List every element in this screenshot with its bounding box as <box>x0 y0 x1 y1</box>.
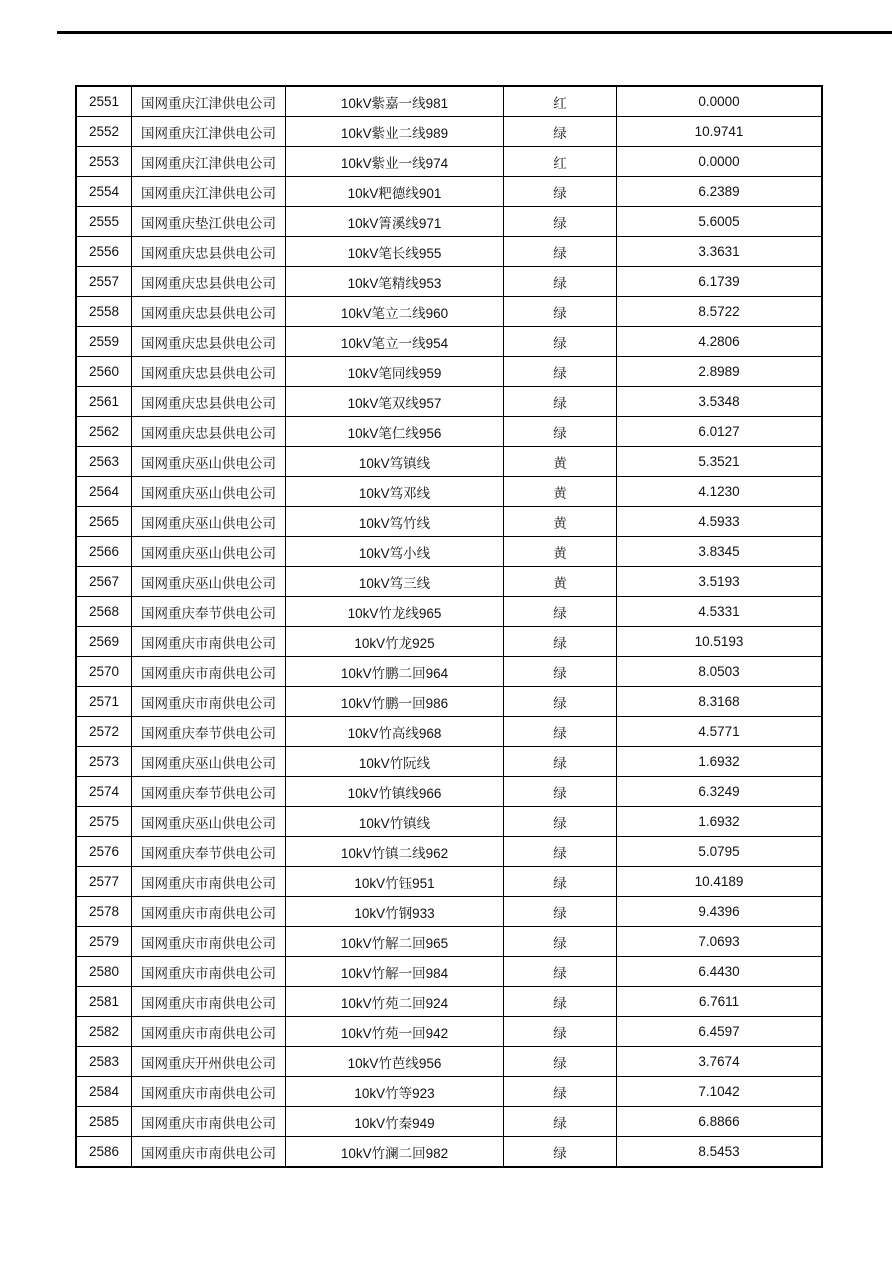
company-cell: 国网重庆垫江供电公司 <box>132 207 286 237</box>
company-cell: 国网重庆江津供电公司 <box>132 86 286 117</box>
value-cell: 0.0000 <box>617 147 823 177</box>
company-cell: 国网重庆忠县供电公司 <box>132 297 286 327</box>
status-cell: 绿 <box>504 657 617 687</box>
table-row <box>76 627 822 657</box>
company-cell: 国网重庆市南供电公司 <box>132 1137 286 1168</box>
status-cell: 绿 <box>504 627 617 657</box>
row-id-cell: 2571 <box>76 687 132 717</box>
row-id-cell: 2581 <box>76 987 132 1017</box>
status-cell: 黄 <box>504 507 617 537</box>
row-id-cell: 2585 <box>76 1107 132 1137</box>
row-id-cell: 2580 <box>76 957 132 987</box>
company-cell: 国网重庆市南供电公司 <box>132 657 286 687</box>
row-id-cell: 2566 <box>76 537 132 567</box>
table-row <box>76 567 822 597</box>
status-cell: 绿 <box>504 417 617 447</box>
row-id-cell: 2573 <box>76 747 132 777</box>
status-cell: 绿 <box>504 837 617 867</box>
line-name-cell: 10kV竹芭线956 <box>286 1047 504 1077</box>
table-row <box>76 687 822 717</box>
line-name-cell: 10kV笔精线953 <box>286 267 504 297</box>
value-cell: 4.5933 <box>617 507 823 537</box>
line-name-cell: 10kV竹等923 <box>286 1077 504 1107</box>
value-cell: 6.4430 <box>617 957 823 987</box>
table-row <box>76 897 822 927</box>
status-cell: 黄 <box>504 567 617 597</box>
status-cell: 绿 <box>504 1137 617 1168</box>
line-name-cell: 10kV紫业一线974 <box>286 147 504 177</box>
status-cell: 绿 <box>504 717 617 747</box>
line-name-cell: 10kV笃小线 <box>286 537 504 567</box>
row-id-cell: 2556 <box>76 237 132 267</box>
table-row <box>76 1017 822 1047</box>
company-cell: 国网重庆忠县供电公司 <box>132 357 286 387</box>
line-name-cell: 10kV粑德线901 <box>286 177 504 207</box>
company-cell: 国网重庆市南供电公司 <box>132 867 286 897</box>
value-cell: 6.0127 <box>617 417 823 447</box>
value-cell: 0.0000 <box>617 86 823 117</box>
row-id-cell: 2553 <box>76 147 132 177</box>
row-id-cell: 2559 <box>76 327 132 357</box>
table-row <box>76 657 822 687</box>
value-cell: 9.4396 <box>617 897 823 927</box>
power-line-table <box>75 85 823 1168</box>
line-name-cell: 10kV紫嘉一线981 <box>286 86 504 117</box>
table-row <box>76 147 822 177</box>
status-cell: 绿 <box>504 1047 617 1077</box>
value-cell: 6.3249 <box>617 777 823 807</box>
value-cell: 3.8345 <box>617 537 823 567</box>
company-cell: 国网重庆忠县供电公司 <box>132 327 286 357</box>
status-cell: 绿 <box>504 1077 617 1107</box>
row-id-cell: 2579 <box>76 927 132 957</box>
line-name-cell: 10kV笔同线959 <box>286 357 504 387</box>
row-id-cell: 2586 <box>76 1137 132 1168</box>
table-row <box>76 1107 822 1137</box>
value-cell: 1.6932 <box>617 747 823 777</box>
table-row <box>76 387 822 417</box>
row-id-cell: 2582 <box>76 1017 132 1047</box>
value-cell: 3.7674 <box>617 1047 823 1077</box>
status-cell: 绿 <box>504 867 617 897</box>
company-cell: 国网重庆开州供电公司 <box>132 1047 286 1077</box>
top-horizontal-rule <box>57 31 892 34</box>
row-id-cell: 2557 <box>76 267 132 297</box>
table-row <box>76 447 822 477</box>
value-cell: 5.6005 <box>617 207 823 237</box>
line-name-cell: 10kV笔仁线956 <box>286 417 504 447</box>
value-cell: 5.0795 <box>617 837 823 867</box>
company-cell: 国网重庆江津供电公司 <box>132 117 286 147</box>
value-cell: 5.3521 <box>617 447 823 477</box>
row-id-cell: 2560 <box>76 357 132 387</box>
row-id-cell: 2564 <box>76 477 132 507</box>
company-cell: 国网重庆忠县供电公司 <box>132 417 286 447</box>
company-cell: 国网重庆忠县供电公司 <box>132 267 286 297</box>
value-cell: 6.1739 <box>617 267 823 297</box>
company-cell: 国网重庆市南供电公司 <box>132 1107 286 1137</box>
status-cell: 绿 <box>504 957 617 987</box>
status-cell: 绿 <box>504 927 617 957</box>
table-row <box>76 1077 822 1107</box>
value-cell: 7.0693 <box>617 927 823 957</box>
line-name-cell: 10kV竹钰951 <box>286 867 504 897</box>
row-id-cell: 2576 <box>76 837 132 867</box>
line-name-cell: 10kV竹阮线 <box>286 747 504 777</box>
table-row <box>76 747 822 777</box>
row-id-cell: 2555 <box>76 207 132 237</box>
status-cell: 红 <box>504 86 617 117</box>
status-cell: 绿 <box>504 897 617 927</box>
company-cell: 国网重庆奉节供电公司 <box>132 717 286 747</box>
value-cell: 3.5193 <box>617 567 823 597</box>
line-name-cell: 10kV竹澜二回982 <box>286 1137 504 1168</box>
value-cell: 10.5193 <box>617 627 823 657</box>
line-name-cell: 10kV紫业二线989 <box>286 117 504 147</box>
line-name-cell: 10kV竹镇二线962 <box>286 837 504 867</box>
company-cell: 国网重庆巫山供电公司 <box>132 447 286 477</box>
table-row <box>76 86 822 117</box>
status-cell: 绿 <box>504 297 617 327</box>
table-row <box>76 1047 822 1077</box>
line-name-cell: 10kV箐溪线971 <box>286 207 504 237</box>
row-id-cell: 2577 <box>76 867 132 897</box>
value-cell: 2.8989 <box>617 357 823 387</box>
value-cell: 6.2389 <box>617 177 823 207</box>
row-id-cell: 2572 <box>76 717 132 747</box>
power-line-table-body <box>76 86 822 1167</box>
table-row <box>76 777 822 807</box>
status-cell: 绿 <box>504 1017 617 1047</box>
status-cell: 绿 <box>504 687 617 717</box>
status-cell: 绿 <box>504 777 617 807</box>
line-name-cell: 10kV竹龙线965 <box>286 597 504 627</box>
row-id-cell: 2565 <box>76 507 132 537</box>
company-cell: 国网重庆市南供电公司 <box>132 927 286 957</box>
line-name-cell: 10kV笔长线955 <box>286 237 504 267</box>
company-cell: 国网重庆江津供电公司 <box>132 147 286 177</box>
value-cell: 3.3631 <box>617 237 823 267</box>
company-cell: 国网重庆市南供电公司 <box>132 897 286 927</box>
status-cell: 绿 <box>504 267 617 297</box>
line-name-cell: 10kV竹秦949 <box>286 1107 504 1137</box>
value-cell: 8.5453 <box>617 1137 823 1168</box>
row-id-cell: 2570 <box>76 657 132 687</box>
company-cell: 国网重庆市南供电公司 <box>132 987 286 1017</box>
value-cell: 6.4597 <box>617 1017 823 1047</box>
line-name-cell: 10kV竹鹏二回964 <box>286 657 504 687</box>
line-name-cell: 10kV笃镇线 <box>286 447 504 477</box>
line-name-cell: 10kV竹苑一回942 <box>286 1017 504 1047</box>
line-name-cell: 10kV竹高线968 <box>286 717 504 747</box>
table-row <box>76 297 822 327</box>
row-id-cell: 2561 <box>76 387 132 417</box>
row-id-cell: 2568 <box>76 597 132 627</box>
line-name-cell: 10kV笔立一线954 <box>286 327 504 357</box>
row-id-cell: 2551 <box>76 86 132 117</box>
company-cell: 国网重庆江津供电公司 <box>132 177 286 207</box>
table-row <box>76 507 822 537</box>
status-cell: 红 <box>504 147 617 177</box>
table-row <box>76 867 822 897</box>
status-cell: 绿 <box>504 327 617 357</box>
value-cell: 3.5348 <box>617 387 823 417</box>
row-id-cell: 2584 <box>76 1077 132 1107</box>
line-name-cell: 10kV笔立二线960 <box>286 297 504 327</box>
value-cell: 6.7611 <box>617 987 823 1017</box>
row-id-cell: 2575 <box>76 807 132 837</box>
value-cell: 8.3168 <box>617 687 823 717</box>
company-cell: 国网重庆市南供电公司 <box>132 627 286 657</box>
table-row <box>76 237 822 267</box>
line-name-cell: 10kV竹解一回984 <box>286 957 504 987</box>
table-row <box>76 537 822 567</box>
table-row <box>76 597 822 627</box>
table-row <box>76 717 822 747</box>
company-cell: 国网重庆巫山供电公司 <box>132 567 286 597</box>
table-row <box>76 117 822 147</box>
table-row <box>76 417 822 447</box>
row-id-cell: 2569 <box>76 627 132 657</box>
company-cell: 国网重庆忠县供电公司 <box>132 387 286 417</box>
table-row <box>76 267 822 297</box>
status-cell: 绿 <box>504 597 617 627</box>
status-cell: 绿 <box>504 387 617 417</box>
company-cell: 国网重庆市南供电公司 <box>132 687 286 717</box>
company-cell: 国网重庆市南供电公司 <box>132 1017 286 1047</box>
company-cell: 国网重庆市南供电公司 <box>132 1077 286 1107</box>
line-name-cell: 10kV笃三线 <box>286 567 504 597</box>
status-cell: 绿 <box>504 207 617 237</box>
status-cell: 绿 <box>504 1107 617 1137</box>
row-id-cell: 2583 <box>76 1047 132 1077</box>
value-cell: 4.1230 <box>617 477 823 507</box>
status-cell: 绿 <box>504 117 617 147</box>
status-cell: 绿 <box>504 177 617 207</box>
company-cell: 国网重庆奉节供电公司 <box>132 777 286 807</box>
line-name-cell: 10kV竹苑二回924 <box>286 987 504 1017</box>
line-name-cell: 10kV竹解二回965 <box>286 927 504 957</box>
table-row <box>76 837 822 867</box>
status-cell: 绿 <box>504 357 617 387</box>
value-cell: 7.1042 <box>617 1077 823 1107</box>
table-row <box>76 1137 822 1168</box>
line-name-cell: 10kV竹镇线966 <box>286 777 504 807</box>
row-id-cell: 2563 <box>76 447 132 477</box>
row-id-cell: 2574 <box>76 777 132 807</box>
status-cell: 绿 <box>504 237 617 267</box>
status-cell: 绿 <box>504 747 617 777</box>
line-name-cell: 10kV竹鹏一回986 <box>286 687 504 717</box>
table-row <box>76 957 822 987</box>
status-cell: 绿 <box>504 807 617 837</box>
company-cell: 国网重庆巫山供电公司 <box>132 537 286 567</box>
value-cell: 6.8866 <box>617 1107 823 1137</box>
row-id-cell: 2558 <box>76 297 132 327</box>
company-cell: 国网重庆市南供电公司 <box>132 957 286 987</box>
row-id-cell: 2567 <box>76 567 132 597</box>
company-cell: 国网重庆奉节供电公司 <box>132 597 286 627</box>
line-name-cell: 10kV竹钢933 <box>286 897 504 927</box>
table-row <box>76 177 822 207</box>
line-name-cell: 10kV竹龙925 <box>286 627 504 657</box>
row-id-cell: 2562 <box>76 417 132 447</box>
status-cell: 黄 <box>504 477 617 507</box>
table-row <box>76 327 822 357</box>
company-cell: 国网重庆巫山供电公司 <box>132 807 286 837</box>
status-cell: 黄 <box>504 537 617 567</box>
line-name-cell: 10kV竹镇线 <box>286 807 504 837</box>
table-row <box>76 987 822 1017</box>
table-row <box>76 477 822 507</box>
status-cell: 黄 <box>504 447 617 477</box>
table-row <box>76 207 822 237</box>
value-cell: 8.5722 <box>617 297 823 327</box>
value-cell: 4.2806 <box>617 327 823 357</box>
status-cell: 绿 <box>504 987 617 1017</box>
table-row <box>76 927 822 957</box>
line-name-cell: 10kV笃邓线 <box>286 477 504 507</box>
value-cell: 10.9741 <box>617 117 823 147</box>
company-cell: 国网重庆巫山供电公司 <box>132 477 286 507</box>
company-cell: 国网重庆忠县供电公司 <box>132 237 286 267</box>
table-row <box>76 807 822 837</box>
company-cell: 国网重庆奉节供电公司 <box>132 837 286 867</box>
company-cell: 国网重庆巫山供电公司 <box>132 747 286 777</box>
value-cell: 4.5771 <box>617 717 823 747</box>
value-cell: 10.4189 <box>617 867 823 897</box>
row-id-cell: 2578 <box>76 897 132 927</box>
value-cell: 1.6932 <box>617 807 823 837</box>
row-id-cell: 2554 <box>76 177 132 207</box>
company-cell: 国网重庆巫山供电公司 <box>132 507 286 537</box>
table-row <box>76 357 822 387</box>
value-cell: 8.0503 <box>617 657 823 687</box>
line-name-cell: 10kV笃竹线 <box>286 507 504 537</box>
row-id-cell: 2552 <box>76 117 132 147</box>
line-name-cell: 10kV笔双线957 <box>286 387 504 417</box>
value-cell: 4.5331 <box>617 597 823 627</box>
